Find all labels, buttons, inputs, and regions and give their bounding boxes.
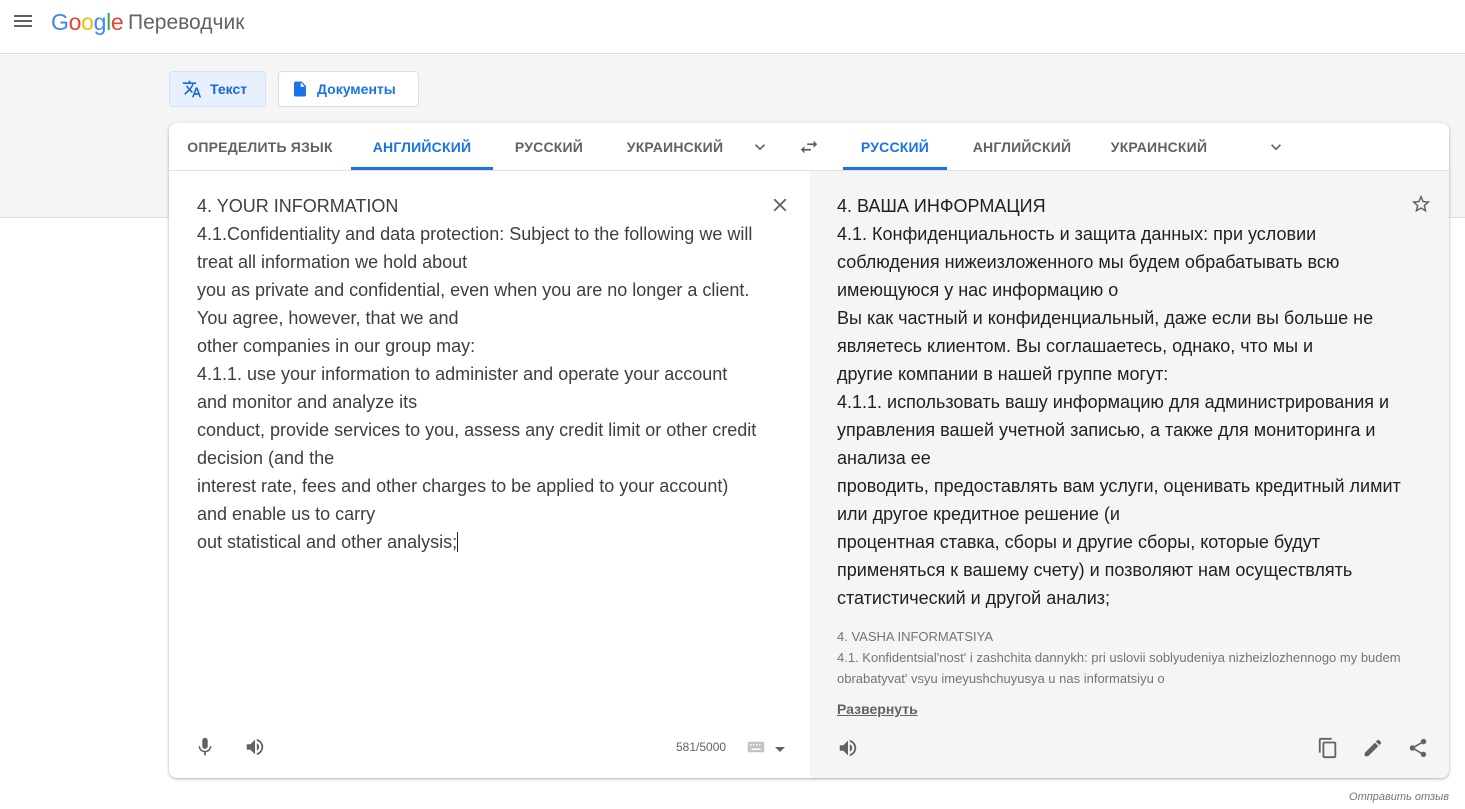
translation-text: 4. ВАША ИНФОРМАЦИЯ 4.1. Конфиденциальность и защита данных: при условии соблюдения нижеизложенного мы будем обрабатывать всю имеющуюся у нас информацию о Вы как частный и конфиденциальный, даже если вы больше не являетесь клиентом. Вы соглашаетесь, однако, что мы и другие компании в нашей группе могут: 4.1.1. использовать вашу информацию для администрирования и управления вашей учетной записью, а также для мониторинга и анализа ее проводить, предоставлять вам услуги, оценивать кредитный лимит или другое кредитное решение (и процентная ставка, сборы и другие сборы, которые будут применяться к вашему счету) и позволяют нам осуществлять статистический и другой анализ; xyxy=(837,196,1401,608)
text-mode-label: Текст xyxy=(210,81,248,97)
expand-link[interactable]: Развернуть xyxy=(837,701,918,717)
send-feedback-link[interactable]: Отправить отзыв xyxy=(1349,791,1449,803)
swap-languages-icon[interactable] xyxy=(797,136,821,158)
text-caret xyxy=(457,532,458,552)
tab-source-ukrainian[interactable]: УКРАИНСКИЙ xyxy=(626,139,724,155)
character-counter: 581/5000 xyxy=(676,740,727,754)
tab-target-english[interactable]: АНГЛИЙСКИЙ xyxy=(972,139,1072,155)
translate-icon xyxy=(182,79,202,99)
source-languages-chevron-down-icon[interactable] xyxy=(750,137,770,157)
keyboard-icon xyxy=(747,740,765,759)
tab-target-russian[interactable]: РУССКИЙ xyxy=(843,123,947,170)
document-icon xyxy=(291,79,309,99)
tab-source-english[interactable]: АНГЛИЙСКИЙ xyxy=(351,123,493,170)
translation-pane xyxy=(810,171,1449,778)
translation-speaker-icon[interactable] xyxy=(836,736,860,760)
translator-card xyxy=(169,123,1449,778)
text-mode-button[interactable] xyxy=(169,71,266,107)
app-name: Переводчик xyxy=(128,11,245,34)
documents-mode-button[interactable] xyxy=(278,71,419,107)
tab-source-russian[interactable]: РУССКИЙ xyxy=(514,139,584,155)
clear-text-close-icon[interactable] xyxy=(768,193,792,217)
tab-detect-language[interactable]: ОПРЕДЕЛИТЬ ЯЗЫК xyxy=(187,139,333,155)
keyboard-dropdown-icon xyxy=(775,741,785,759)
top-bar xyxy=(0,0,1465,54)
google-logo[interactable]: Google xyxy=(51,9,124,35)
menu-icon[interactable] xyxy=(12,12,34,34)
transliteration-text: 4. VASHA INFORMATSIYA 4.1. Konfidentsial'nost' i zashchita dannykh: pri uslovii soblyudeniya nizheizlozhennogo my budem obrabatyvat' vsyu imeyushchuyusya u nas informatsiyu o xyxy=(837,629,1401,686)
source-pane[interactable] xyxy=(169,171,810,778)
source-text-input[interactable] xyxy=(197,192,757,556)
source-speaker-icon[interactable] xyxy=(243,735,267,759)
edit-translation-pencil-icon[interactable] xyxy=(1361,736,1385,760)
documents-mode-label: Документы xyxy=(317,81,396,97)
copy-icon[interactable] xyxy=(1316,736,1340,760)
source-text: 4. YOUR INFORMATION 4.1.Confidentiality and data protection: Subject to the following we will treat all information we hold about you as private and confidential, even when you are no longer a client. You agree, however, that we and other companies in our group may: 4.1.1. use your information to administer and operate your account and monitor and analyze its conduct, provide services to you, assess any credit limit or other credit decision (and the interest rate, fees and other charges to be applied to your account) and enable us to carry out statistical and other analysis; xyxy=(197,196,757,552)
microphone-icon[interactable] xyxy=(193,735,217,759)
language-bar xyxy=(169,123,1449,171)
share-icon[interactable] xyxy=(1406,736,1430,760)
tab-target-ukrainian[interactable]: УКРАИНСКИЙ xyxy=(1110,139,1208,155)
keyboard-selector[interactable] xyxy=(747,740,785,759)
target-languages-chevron-down-icon[interactable] xyxy=(1266,137,1286,157)
save-translation-star-icon[interactable] xyxy=(1409,192,1433,216)
